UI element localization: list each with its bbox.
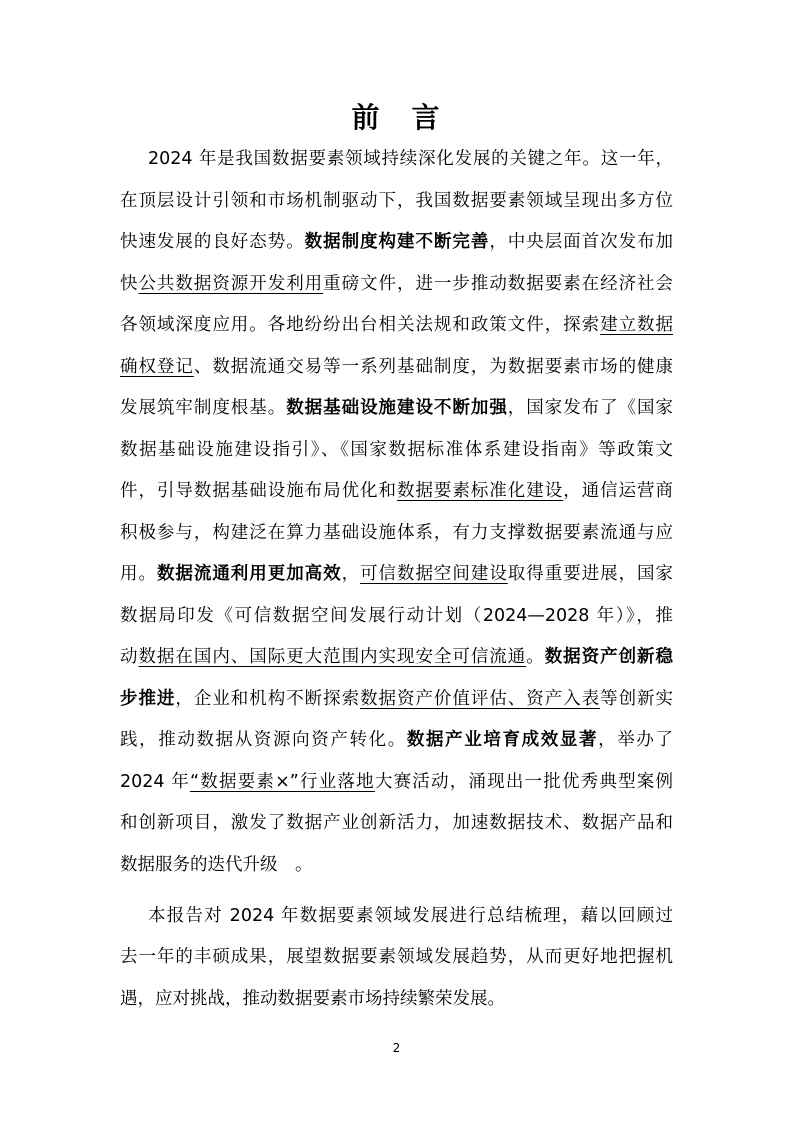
text-run: 和创新项目，激发了数据产业创新活力，加速数据技术、数据产品和 bbox=[120, 813, 673, 833]
text-run: ，企业和机构不断探索 bbox=[175, 688, 361, 709]
text-line bbox=[120, 347, 673, 389]
text-line bbox=[120, 222, 673, 264]
text-line bbox=[120, 554, 673, 596]
text-run: ，通信运营商 bbox=[563, 481, 673, 501]
text-line bbox=[120, 937, 673, 979]
text-run: 。 bbox=[526, 647, 545, 667]
bold-phrase: 数据基础设施建设不断加强 bbox=[286, 398, 508, 418]
text-run: 各领域深度应用。各地纷纷出台相关法规和政策文件，探索 bbox=[120, 315, 601, 335]
text-line bbox=[120, 513, 673, 555]
text-run: 遇，应对挑战，推动数据要素市场持续繁荣发展。 bbox=[120, 988, 505, 1009]
text-run: 数据局印发《可信数据空间发展行动计划（2024—2028 年）》，推 bbox=[120, 605, 673, 626]
text-run: ，举办了 bbox=[598, 730, 673, 750]
text-line bbox=[120, 264, 673, 306]
page-number: 2 bbox=[392, 1041, 401, 1055]
page-title: 前 言 bbox=[351, 101, 442, 134]
text-run: 2024 年是我国数据要素领域持续深化发展的关键之年。这一年， bbox=[148, 149, 673, 169]
text-line bbox=[120, 803, 673, 845]
underlined-phrase: “数据要素×”行业落地 bbox=[190, 771, 375, 792]
text-run: 在顶层设计引领和市场机制驱动下，我国数据要素领域呈现出多方位 bbox=[120, 190, 673, 211]
bold-phrase: 数据资产创新稳 bbox=[544, 647, 673, 667]
underlined-phrase: 可信数据空间建设 bbox=[360, 564, 508, 584]
text-run: 积极参与，构建泛在算力基础设施体系，有力支撑数据要素流通与应 bbox=[120, 522, 673, 543]
text-run: 等创新实 bbox=[600, 688, 673, 709]
text-run: 快 bbox=[120, 273, 139, 294]
underlined-phrase: 建立数据 bbox=[600, 315, 673, 335]
text-line bbox=[120, 388, 673, 430]
underlined-phrase: 数据资产价值评估、资产入表 bbox=[360, 688, 601, 709]
text-run: 发展筑牢制度根基。 bbox=[120, 398, 287, 418]
underlined-phrase: 确权登记 bbox=[120, 356, 194, 377]
body-text bbox=[120, 139, 673, 1020]
text-run: 去一年的丰硕成果，展望数据要素领域发展趋势，从而更好地把握机 bbox=[120, 947, 673, 967]
text-run: ，中央层面首次发布加 bbox=[489, 232, 673, 252]
text-line bbox=[120, 762, 673, 804]
text-run: 动 bbox=[120, 647, 139, 667]
text-run: 重磅文件，进一步推动数据要素在经济社会 bbox=[323, 273, 673, 294]
text-run: 用。 bbox=[120, 564, 157, 584]
underlined-phrase: 数据在国内、国际更大范围内实现安全可信流通 bbox=[138, 647, 527, 667]
text-run: 本报告对 2024 年数据要素领域发展进行总结梳理，藉以回顾过 bbox=[148, 905, 673, 926]
text-run: 数据基础设施建设指引》、《国家数据标准体系建设指南》等政策文 bbox=[120, 439, 673, 460]
text-line bbox=[120, 720, 673, 762]
text-line bbox=[120, 896, 673, 938]
bold-phrase: 数据产业培育成效显著 bbox=[406, 730, 599, 750]
underlined-phrase: 公共数据资源开发利用 bbox=[138, 273, 324, 294]
bold-phrase: 数据制度构建不断完善 bbox=[304, 232, 490, 252]
text-line bbox=[120, 637, 673, 679]
bold-phrase: 数据流通利用更加高效 bbox=[156, 564, 342, 584]
text-line bbox=[120, 596, 673, 638]
text-run: 践，推动数据从资源向资产转化。 bbox=[120, 730, 407, 750]
text-line bbox=[120, 181, 673, 223]
bold-phrase: 步推进 bbox=[120, 688, 176, 709]
text-run: 2024 年 bbox=[120, 771, 191, 792]
text-line bbox=[120, 305, 673, 347]
text-run: 快速发展的良好态势。 bbox=[120, 232, 305, 252]
underlined-phrase: 数据要素标准化建设 bbox=[396, 481, 564, 501]
text-run: 取得重要进展，国家 bbox=[507, 564, 673, 584]
paragraph bbox=[120, 896, 673, 1021]
paragraph bbox=[120, 139, 673, 886]
text-run: 、数据流通交易等一系列基础制度，为数据要素市场的健康 bbox=[193, 356, 673, 377]
text-line bbox=[120, 979, 673, 1021]
text-line bbox=[120, 471, 673, 513]
text-line bbox=[120, 430, 673, 472]
text-line bbox=[120, 845, 673, 887]
text-line bbox=[120, 139, 673, 181]
text-run: ，国家发布了《国家 bbox=[507, 398, 673, 418]
text-line bbox=[120, 679, 673, 721]
text-run: 大赛活动，涌现出一批优秀典型案例 bbox=[374, 771, 673, 792]
text-run: 件，引导数据基础设施布局优化和 bbox=[120, 481, 397, 501]
text-run: ， bbox=[341, 564, 361, 584]
text-run: 数据服务的迭代升级 。 bbox=[120, 854, 313, 875]
